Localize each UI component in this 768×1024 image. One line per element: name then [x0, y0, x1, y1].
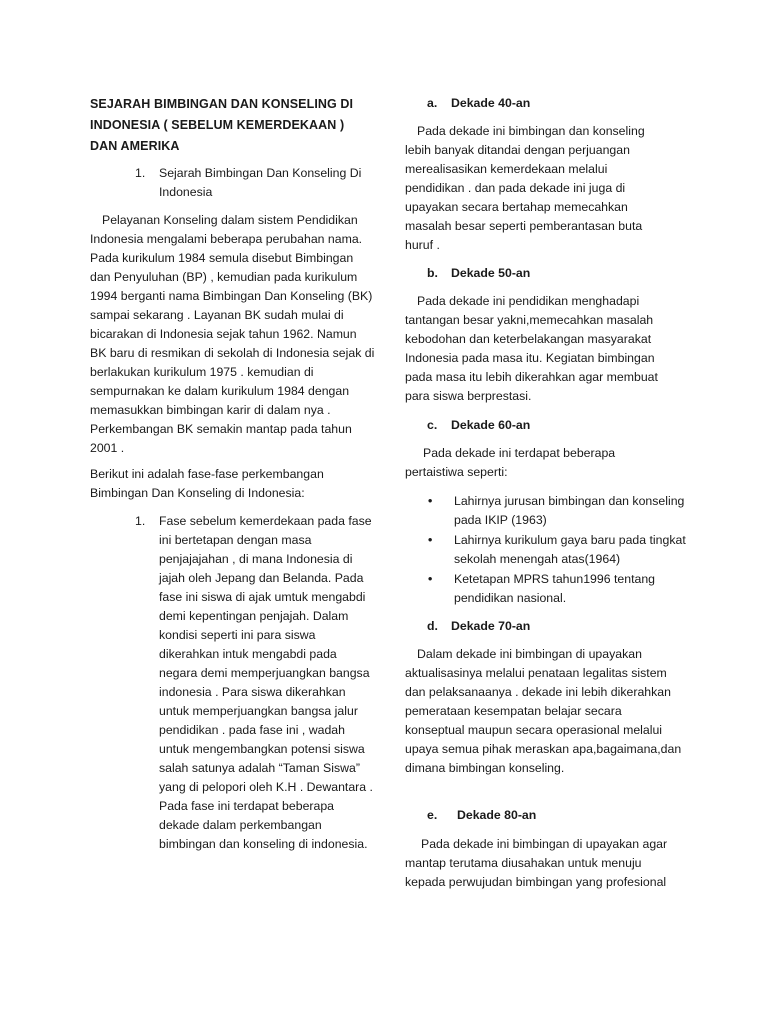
section-d-heading [427, 617, 530, 636]
section-c-heading [427, 416, 530, 435]
section-a-text: Pada dekade ini bimbingan dan konseling lebih banyak ditandai dengan perjuangan merealisasikan kemerdekaan melalui pendidikan . dan pada dekade ini juga di upayakan secara bertahap memecahkan masalah besar seperti pemberantasan buta huruf . [405, 124, 645, 252]
intro-paragraph: Pelayanan Konseling dalam sistem Pendidikan Indonesia mengalami beberapa perubahan nama. Pada kurikulum 1984 semula disebut Bimbingan dan Penyuluhan (BP) , kemudian pada kurikulum 1994 berganti nama Bimbingan Dan Konseling (BK) sampai sekarang . Layanan BK sudah mulai di bicarakan di Indonesia sejak tahun 1962. Namun BK baru di resmikan di sekolah di Indonesia sejak di berlakukan kurikulum 1975 . kemudian di sempurnakan ke dalam kurikulum 1984 dengan memasukkan bimbingan karir di dalam nya . Perkembangan BK semakin mantap pada tahun 2001 . [90, 213, 375, 455]
section-c-letter: c. [427, 418, 438, 432]
phases-intro-paragraph: Berikut ini adalah fase-fase perkembangan Bimbingan Dan Konseling di Indonesia: [90, 467, 324, 500]
section-a-heading [427, 94, 530, 113]
section-b-title: Dekade 50-an [451, 266, 531, 280]
bullet-item: • Ketetapan MPRS tahun1996 tentang pendidikan nasional. [428, 572, 656, 605]
section-a-title: Dekade 40-an [451, 96, 531, 110]
section-c-title: Dekade 60-an [451, 418, 531, 432]
bullet-marker: • [428, 494, 433, 508]
section-d-title: Dekade 70-an [451, 619, 531, 633]
bullet-marker: • [428, 572, 433, 586]
phase-number: 1. [135, 514, 146, 528]
section-b-text: Pada dekade ini pendidikan menghadapi tantangan besar yakni,memecahkan masalah kebodohan dan keterbelakangan masyarakat Indonesia pada masa itu. Kegiatan bimbingan pada masa itu lebih dikerahkan agar membuat para siswa berprestasi. [405, 294, 658, 403]
event-bullet-list [428, 492, 688, 609]
section-e-title: Dekade 80-an [457, 808, 537, 822]
bullet-marker: • [428, 533, 433, 547]
section-e-heading [427, 806, 536, 825]
section-b-letter: b. [427, 266, 438, 280]
heading-text: Sejarah Bimbingan Dan Konseling Di Indonesia [159, 166, 362, 199]
section-d-text: Dalam dekade ini bimbingan di upayakan aktualisasinya melalui penataan legalitas sistem dan pelaksanaanya . dekade ini lebih dikerahkan pemerataan kesempatan belajar secara konseptual maupun secara operasional melalui upaya semua pihak meraskan apa,bagaimana,dan dimana bimbingan konseling. [405, 647, 682, 775]
bullet-item: • Lahirnya jurusan bimbingan dan konseling pada IKIP (1963) [428, 494, 685, 527]
section-c-text: Pada dekade ini terdapat beberapa pertaistiwa seperti: [405, 446, 616, 479]
phase-text: Fase sebelum kemerdekaan pada fase ini bertetapan dengan masa penjajajahan , di mana Indonesia di jajah oleh Jepang dan Belanda. Pada fase ini siswa di ajak umtuk mengabdi demi kepentingan penjajah. Dalam kondisi seperti ini para siswa dikerahkan intuk mengabdi pada negara demi memperjuangkan bangsa indonesia . Para siswa dikerahkan untuk memperjuangkan bangsa jalur pendidikan . pada fase ini , wadah untuk mengembangkan potensi siswa salah satunya adalah “Taman Siswa” yang di pelopori oleh K.H . Dewantara . Pada fase ini terdapat beberapa dekade dalam perkembangan bimbingan dan konseling di indonesia. [159, 514, 373, 851]
document-title: SEJARAH BIMBINGAN DAN KONSELING DI INDONESIA ( SEBELUM KEMERDEKAAN ) DAN AMERIKA [90, 97, 354, 153]
bullet-item: • Lahirnya kurikulum gaya baru pada tingkat sekolah menengah atas(1964) [428, 533, 686, 566]
section-a-letter: a. [427, 96, 438, 110]
section-e-text: Pada dekade ini bimbingan di upayakan agar mantap terutama diusahakan untuk menuju kepada perwujudan bimbingan yang profesional [405, 837, 668, 889]
section-d-letter: d. [427, 619, 438, 633]
section-e-letter: e. [427, 808, 438, 822]
heading-number: 1. [135, 166, 146, 180]
section-b-heading [427, 264, 530, 283]
